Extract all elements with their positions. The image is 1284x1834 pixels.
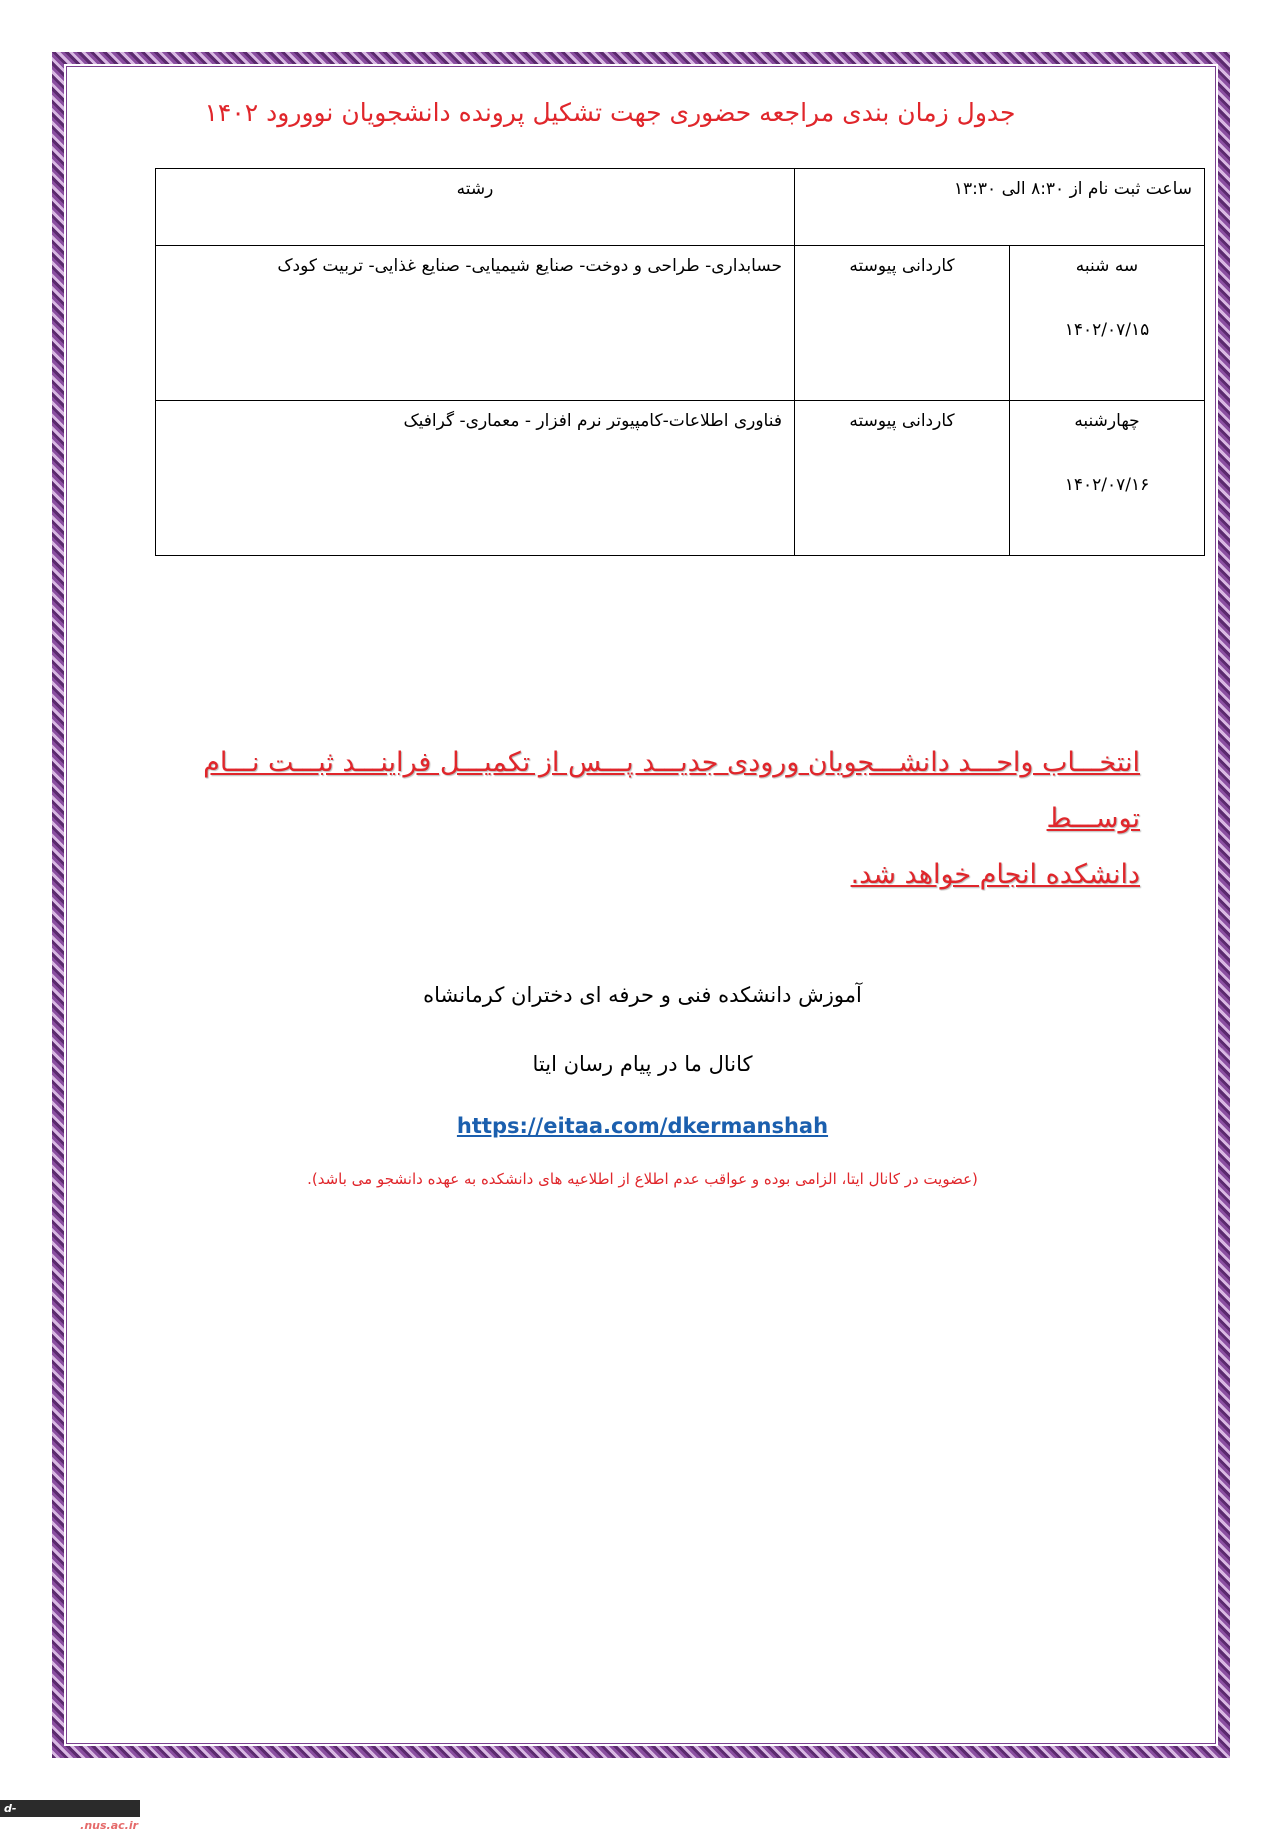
field-column-label: رشته (456, 179, 494, 199)
day-name: سه شنبه (1075, 256, 1139, 276)
degree-level: کاردانی پیوسته (849, 411, 955, 431)
schedule-table (155, 168, 1205, 556)
eitaa-channel-link[interactable]: https://eitaa.com/dkermanshah (456, 1114, 829, 1138)
day-name: چهارشنبه (1074, 411, 1140, 431)
course-selection-notice (160, 735, 1140, 903)
watermark-site: d-kermanshah (4, 1802, 81, 1832)
day-cell (1010, 401, 1205, 556)
fields-cell (156, 246, 795, 401)
membership-note: (عضویت در کانال ایتا، الزامی بوده و عواقب عدم اطلاع از اطلاعیه های دانشکده به عهده دانشجو می باشد). (307, 1170, 978, 1188)
fields-cell (156, 401, 795, 556)
channel-label: کانال ما در پیام رسان ایتا (532, 1052, 753, 1076)
field-list: حسابداری- طراحی و دوخت- صنایع شیمیایی- صنایع غذایی- تربیت کودک (277, 256, 782, 276)
field-list: فناوری اطلاعات-کامپیوتر نرم افزار - معماری- گرافیک (403, 411, 782, 431)
page-title: جدول زمان بندی مراجعه حضوری جهت تشکیل پرونده دانشجویان نوورود ۱۴۰۲ (204, 98, 1016, 127)
watermark-suffix: .nus.ac.ir (80, 1819, 139, 1832)
header-time-cell (795, 169, 1205, 246)
header-field-cell (156, 169, 795, 246)
day-date: ۱۴۰۲/۰۷/۱۵ (1064, 320, 1150, 340)
day-cell (1010, 246, 1205, 401)
level-cell (795, 401, 1010, 556)
level-cell (795, 246, 1010, 401)
org-name: آموزش دانشکده فنی و حرفه ای دختران کرمانشاه (423, 983, 862, 1007)
notice-line-2: دانشکده انجام خواهد شد. (850, 859, 1140, 890)
table-row (156, 401, 1205, 556)
registration-hours-label: ساعت ثبت نام از ۸:۳۰ الی ۱۳:۳۰ (953, 179, 1192, 199)
day-date: ۱۴۰۲/۰۷/۱۶ (1064, 475, 1150, 495)
table-row (156, 246, 1205, 401)
site-watermark (0, 1800, 140, 1832)
notice-line-1: انتخـــاب واحـــد دانشـــجویان ورودی جدیـــد پـــس از تکمیـــل فراینـــد ثبـــت نـــام توســـط (203, 747, 1140, 834)
table-header-row (156, 169, 1205, 246)
degree-level: کاردانی پیوسته (849, 256, 955, 276)
